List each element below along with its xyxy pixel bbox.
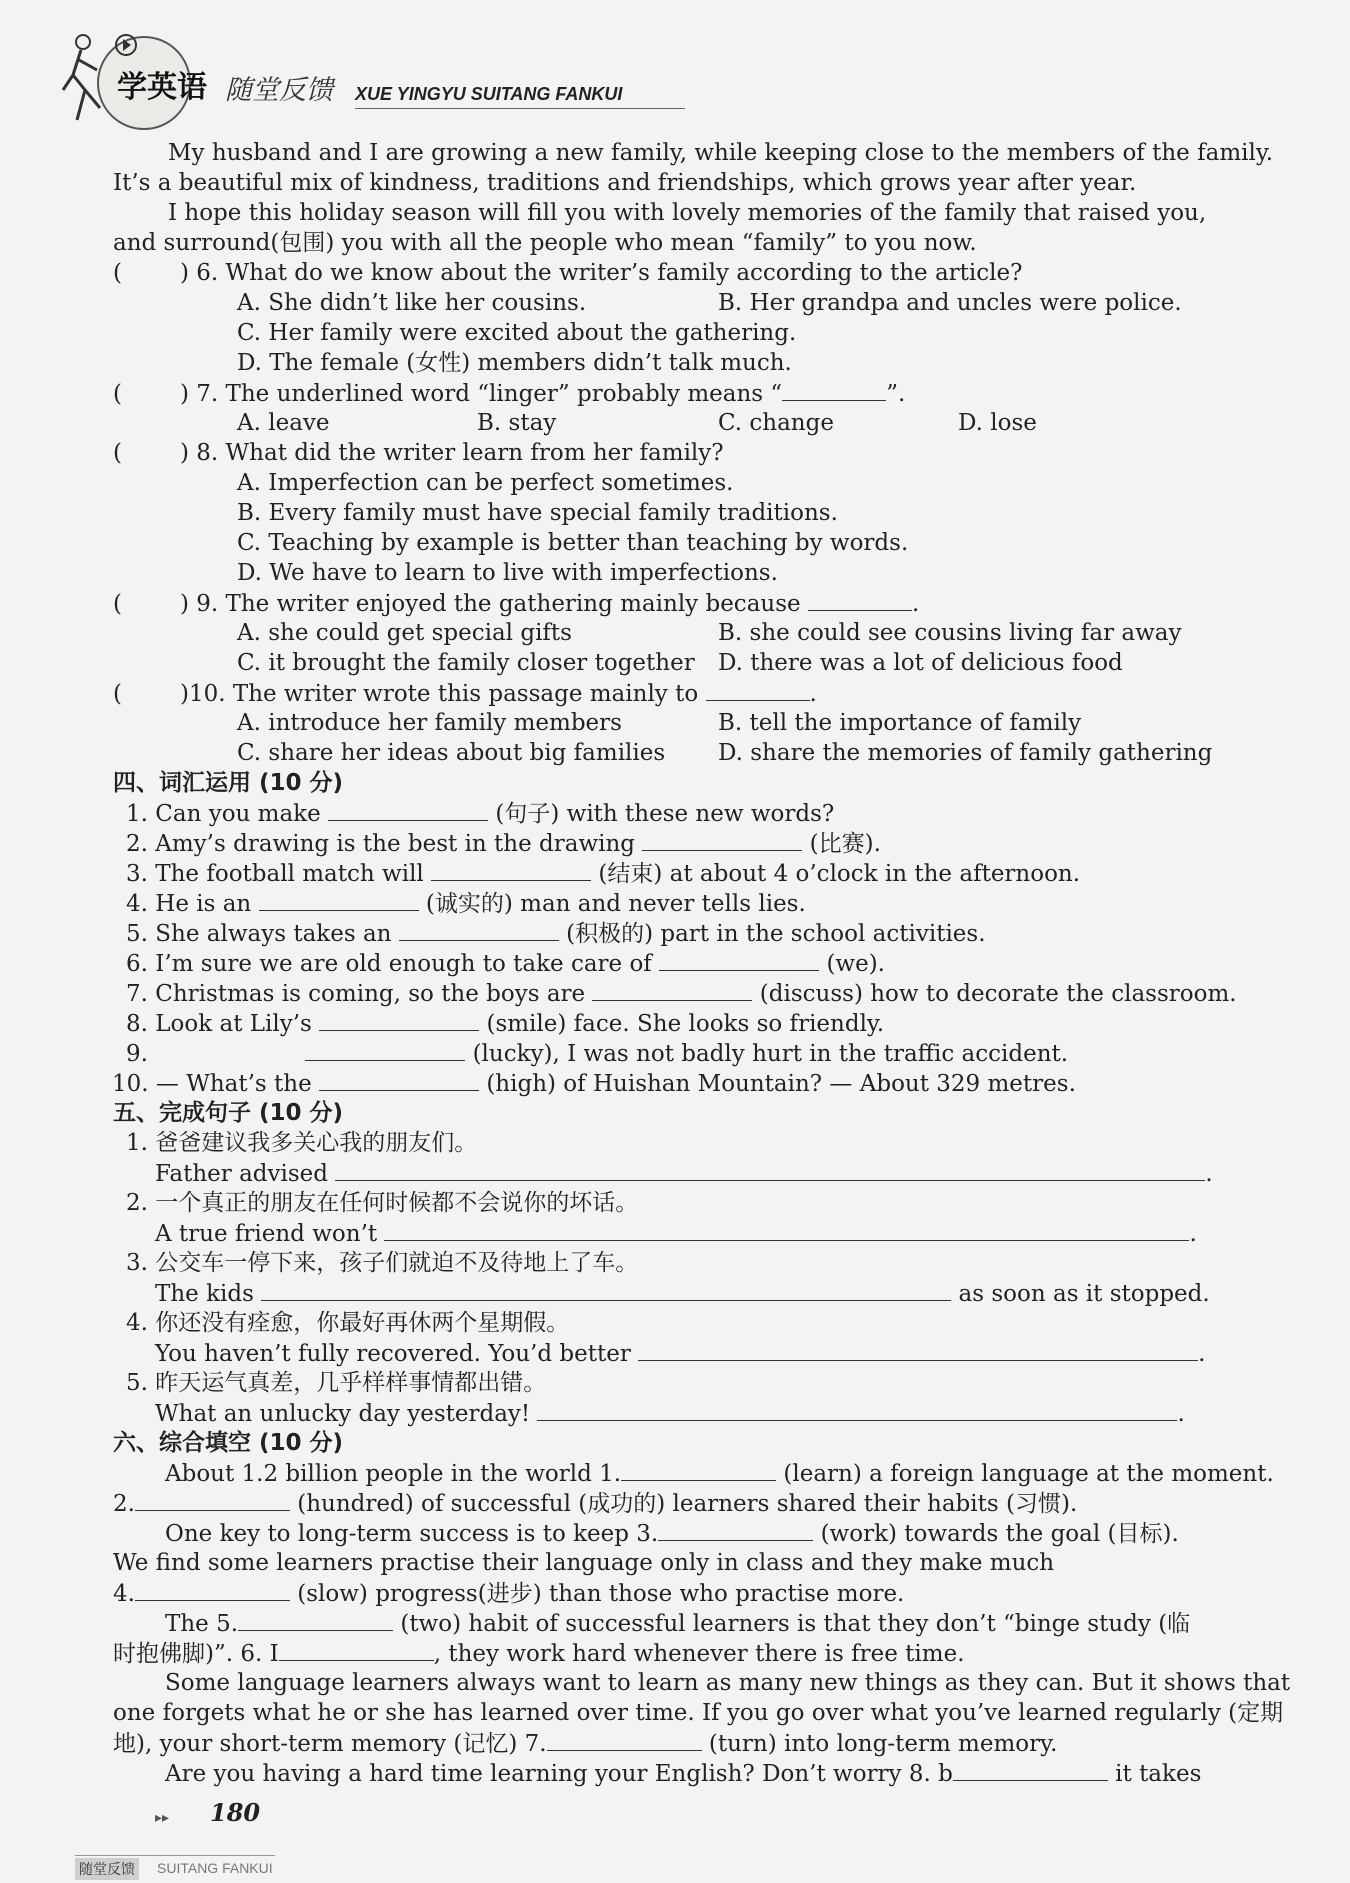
option-a[interactable]: A. Imperfection can be perfect sometimes. [237,470,734,496]
cloze-line: We find some learners practise their language only in class and they make much [113,1550,1055,1576]
header-pinyin: XUE YINGYU SUITANG FANKUI [355,84,623,104]
question-stem: What did the writer learn from her family? [225,440,724,466]
answer-bracket[interactable]: ( [113,681,122,707]
answer-blank[interactable] [319,1008,479,1031]
translation-item-2-en: A true friend won’t . [155,1218,1197,1249]
page-number: 180 [210,1798,261,1827]
header-rule [355,108,685,109]
option-c[interactable]: C. it brought the family closer together [237,650,695,676]
passage-line: and surround(包围) you with all the people who mean “family” to you now. [113,230,977,256]
cloze-line: one forgets what he or she has learned over time. If you go over what you’ve learned regularly (定期 [113,1700,1284,1726]
passage-line: It’s a beautiful mix of kindness, traditions and friendships, which grows year after year. [113,170,1137,196]
answer-bracket[interactable]: ( [113,381,122,407]
cloze-blank-4[interactable] [135,1578,290,1601]
answer-blank[interactable] [305,1038,465,1061]
translation-item-5-en: What an unlucky day yesterday! . [155,1398,1185,1429]
option-d[interactable]: D. there was a lot of delicious food [718,650,1123,676]
cloze-line: Some language learners always want to learn as many new things as they can. But it shows that [165,1670,1291,1696]
answer-blank[interactable] [328,798,488,821]
cloze-blank-2[interactable] [135,1488,290,1511]
option-d[interactable]: D. lose [958,410,1037,436]
translation-item-4-en: You haven’t fully recovered. You’d better . [155,1338,1205,1369]
option-a[interactable]: A. She didn’t like her cousins. [237,290,587,316]
cloze-line: 地), your short-term memory (记忆) 7. (turn) into long-term memory. [113,1728,1057,1759]
vocab-item-1: 1. Can you make (句子) with these new words? [126,798,834,829]
translation-item-1-zh: 1. 爸爸建议我多关心我的朋友们。 [126,1130,478,1156]
cloze-line: The 5. (two) habit of successful learners is that they don’t “binge study (临 [165,1608,1190,1639]
answer-blank[interactable] [659,948,819,971]
option-c[interactable]: C. change [718,410,834,436]
option-b[interactable]: B. Every family must have special family traditions. [237,500,838,526]
play-icon [115,34,137,56]
cloze-line: 4. (slow) progress(进步) than those who practise more. [113,1578,904,1609]
translation-item-2-zh: 2. 一个真正的朋友在任何时候都不会说你的坏话。 [126,1190,639,1216]
cloze-blank-5[interactable] [238,1608,393,1631]
option-a[interactable]: A. introduce her family members [237,710,622,736]
answer-blank[interactable] [706,678,810,701]
option-b[interactable]: B. stay [477,410,557,436]
question-8: ( ) 8. What did the writer learn from her family? [113,440,724,466]
page-header [55,30,665,130]
cloze-blank-8[interactable] [953,1758,1108,1781]
answer-blank[interactable] [642,828,802,851]
translation-item-5-zh: 5. 昨天运气真差，几乎样样事情都出错。 [126,1370,547,1396]
section-5-title: 五、完成句子 (10 分) [113,1100,344,1126]
option-d[interactable]: D. share the memories of family gathering [718,740,1213,766]
header-subtitle: 随堂反馈 [225,75,333,106]
question-9: ( ) 9. The writer enjoyed the gathering mainly because . [113,588,919,619]
option-b[interactable]: B. tell the importance of family [718,710,1082,736]
translation-item-4-zh: 4. 你还没有痊愈，你最好再休两个星期假。 [126,1310,570,1336]
translation-item-3-zh: 3. 公交车一停下来，孩子们就迫不及待地上了车。 [126,1250,639,1276]
answer-line[interactable] [384,1218,1189,1241]
question-stem: What do we know about the writer’s family according to the article? [225,260,1023,286]
question-6: ( ) 6. What do we know about the writer’s family according to the article? [113,260,1023,286]
answer-bracket[interactable]: ( [113,440,122,466]
vocab-item-9: 9. (lucky), I was not badly hurt in the traffic accident. [126,1038,1068,1069]
option-a[interactable]: A. leave [237,410,330,436]
option-b[interactable]: B. Her grandpa and uncles were police. [718,290,1182,316]
cloze-line: 2. (hundred) of successful (成功的) learners shared their habits (习惯). [113,1488,1077,1519]
answer-bracket[interactable]: ( [113,591,122,617]
option-c[interactable]: C. Teaching by example is better than teaching by words. [237,530,909,556]
answer-blank[interactable] [782,378,886,401]
answer-blank[interactable] [319,1068,479,1091]
answer-blank[interactable] [592,978,752,1001]
answer-blank[interactable] [259,888,419,911]
vocab-item-7: 7. Christmas is coming, so the boys are (discuss) how to decorate the classroom. [126,978,1237,1009]
answer-blank[interactable] [431,858,591,881]
option-a[interactable]: A. she could get special gifts [237,620,572,646]
answer-blank[interactable] [808,588,912,611]
vocab-item-2: 2. Amy’s drawing is the best in the drawing (比赛). [126,828,881,859]
section-6-title: 六、综合填空 (10 分) [113,1430,344,1456]
translation-item-1-en: Father advised . [155,1158,1213,1189]
vocab-item-4: 4. He is an (诚实的) man and never tells lies. [126,888,806,919]
cloze-line: About 1.2 billion people in the world 1. (learn) a foreign language at the moment. [165,1458,1274,1489]
cloze-line: Are you having a hard time learning your English? Don’t worry 8. b it takes [165,1758,1201,1789]
footer-tag: 随堂反馈 [75,1858,139,1880]
option-b[interactable]: B. she could see cousins living far away [718,620,1182,646]
vocab-item-10: 10. — What’s the (high) of Huishan Mountain? — About 329 metres. [112,1068,1076,1099]
vocab-item-3: 3. The football match will (结束) at about 4 o’clock in the afternoon. [126,858,1080,889]
translation-item-3-en: The kids as soon as it stopped. [155,1278,1210,1309]
cloze-blank-7[interactable] [547,1728,702,1751]
option-d[interactable]: D. The female (女性) members didn’t talk much. [237,350,792,376]
question-7: ( ) 7. The underlined word “linger” probably means “ ”. [113,378,905,409]
answer-blank[interactable] [399,918,559,941]
footer-rule [75,1855,275,1856]
cloze-blank-3[interactable] [658,1518,813,1541]
cloze-line: One key to long-term success is to keep 3. (work) towards the goal (目标). [165,1518,1179,1549]
cloze-line: 时抱佛脚)”. 6. I , they work hard whenever there is free time. [113,1638,965,1669]
cloze-blank-6[interactable] [279,1638,434,1661]
answer-line[interactable] [261,1278,951,1301]
section-4-title: 四、词汇运用 (10 分) [113,770,344,796]
passage-line: I hope this holiday season will fill you with lovely memories of the family that raised you, [168,200,1207,226]
passage-line: My husband and I are growing a new family, while keeping close to the members of the family. [168,140,1274,166]
question-10: ( )10. The writer wrote this passage mainly to . [113,678,817,709]
answer-bracket[interactable]: ( [113,260,122,286]
answer-line[interactable] [638,1338,1198,1361]
vocab-item-5: 5. She always takes an (积极的) part in the school activities. [126,918,986,949]
option-d[interactable]: D. We have to learn to live with imperfections. [237,560,778,586]
answer-line[interactable] [335,1158,1205,1181]
vocab-item-6: 6. I’m sure we are old enough to take care of (we). [126,948,885,979]
footer-tag-pinyin: SUITANG FANKUI [157,1860,273,1876]
vocab-item-8: 8. Look at Lily’s (smile) face. She looks so friendly. [126,1008,884,1039]
answer-line[interactable] [537,1398,1177,1421]
option-c[interactable]: C. Her family were excited about the gathering. [237,320,797,346]
header-title: 学英语 [117,70,207,105]
footer-arrow-icon: ▸▸ [155,1810,170,1826]
option-c[interactable]: C. share her ideas about big families [237,740,666,766]
cloze-blank-1[interactable] [621,1458,776,1481]
